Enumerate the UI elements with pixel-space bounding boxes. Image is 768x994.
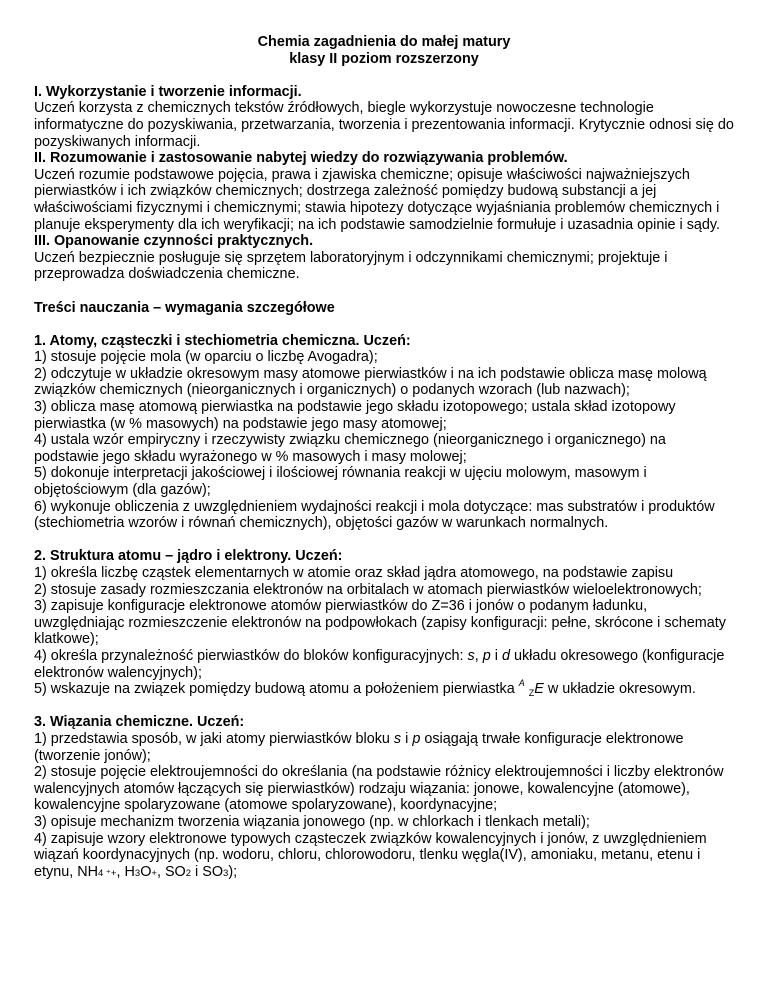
document-page (34, 34, 734, 882)
list-item: 5) dokonuje interpretacji jakościowej i ilościowej równania reakcji w ujęciu molowym, masowym i objętościowym (dla gazów); (34, 465, 647, 499)
goal-1-text: Uczeń korzysta z chemicznych tekstów źródłowych, biegle wykorzystuje nowoczesne technologie informatyczne do pozyskiwania, przetwarzania, tworzenia i prezentowania informacji. Krytycznie odnosi się do pozyskiwanych informacji. (34, 100, 734, 150)
section-1-heading: 1. Atomy, cząsteczki i stechiometria chemiczna. Uczeń: (34, 332, 411, 349)
list-item: 4) zapisuje wzory elektronowe typowych cząsteczek związków kowalencyjnych i jonów, z uwzględnieniem wiązań koordynacyjnych (np. wodoru, chloru, chlorowodoru, tlenku węgla(IV), amoniaku, metanu, etenu i etynu, NH4 ⁺+, H3O+, SO2 i SO3); (34, 830, 707, 880)
list-item: 2) stosuje zasady rozmieszczania elektronów na orbitalach w atomach pierwiastków wieloelektronowych; (34, 581, 702, 598)
section-2-heading: 2. Struktura atomu – jądro i elektrony. Uczeń: (34, 548, 343, 565)
content-heading: Treści nauczania – wymagania szczegółowe (34, 299, 335, 316)
list-item: 1) przedstawia sposób, w jaki atomy pierwiastków bloku s i p osiągają trwałe konfiguracje elektronowe (tworzenie jonów); (34, 730, 684, 764)
list-item: 5) wskazuje na związek pomiędzy budową atomu a położeniem pierwiastka $^A$ $_Z$E w układzie okresowym. (34, 678, 696, 699)
document-title: Chemia zagadnienia do małej matury (257, 34, 511, 50)
list-item: 3) oblicza masę atomową pierwiastka na podstawie jego składu izotopowego; ustala skład izotopowy pierwiastka (w % masowych) na podstawie jego masy atomowej; (34, 399, 676, 432)
list-item: 3) zapisuje konfiguracje elektronowe atomów pierwiastków do Z=36 i jonów o podanym ładunku, uwzględniając rozmieszczenie elektronów na podpowłokach (zapisy konfiguracji: pełne, skrócone i schematy klatkowe); (34, 598, 726, 648)
list-item: 4) ustala wzór empiryczny i rzeczywisty związku chemicznego (nieorganicznego i organicznego) na podstawie jego składu wyrażonego w % masowych i masy molowej; (34, 432, 666, 465)
goal-3-text: Uczeń bezpiecznie posługuje się sprzętem laboratoryjnym i odczynnikami chemicznymi; projektuje i przeprowadza doświadczenia chemiczne. (34, 249, 668, 283)
section-3-heading: 3. Wiązania chemiczne. Uczeń: (34, 714, 245, 731)
isotope-notation: $^A$ $_Z$E (518, 678, 544, 699)
goal-1-heading: I. Wykorzystanie i tworzenie informacji. (34, 83, 302, 100)
goal-2-heading: II. Rozumowanie i zastosowanie nabytej wiedzy do rozwiązywania problemów. (34, 150, 568, 167)
list-item: 2) stosuje pojęcie elektroujemności do określania (na podstawie różnicy elektroujemności i liczby elektronów walencyjnych atomów łączących się pierwiastków) rodzaju wiązania: jonowe, kowalencyjne (atomowe), kowalencyjne spolaryzowane (atomowe spolaryzowane), koordynacyjne; (34, 764, 724, 814)
document-subtitle: klasy II poziom rozszerzony (289, 50, 479, 67)
list-item: 3) opisuje mechanizm tworzenia wiązania jonowego (np. w chlorkach i tlenkach metali); (34, 813, 590, 830)
list-item: 1) stosuje pojęcie mola (w oparciu o liczbę Avogadra); (34, 349, 378, 366)
goal-3-heading: III. Opanowanie czynności praktycznych. (34, 233, 314, 250)
list-item: 2) odczytuje w układzie okresowym masy atomowe pierwiastków i na ich podstawie oblicza masę molową związków chemicznych (nieorganicznych i organicznych) o podanych wzorach (lub nazwach); (34, 365, 707, 399)
list-item: 4) określa przynależność pierwiastków do bloków konfiguracyjnych: s, p i d układu okresowego (konfiguracje elektronów walencyjnych); (34, 647, 725, 681)
list-item: 1) określa liczbę cząstek elementarnych w atomie oraz skład jądra atomowego, na podstawie zapisu (34, 565, 674, 581)
goal-2-text: Uczeń rozumie podstawowe pojęcia, prawa i zjawiska chemiczne; opisuje właściwości najważniejszych pierwiastków i ich związków chemicznych; dostrzega zależność pomiędzy budową substancji a jej właściwościami fizycznymi i chemicznymi; stawia hipotezy dotyczące wyjaśniania problemów chemicznych i planuje eksperymenty dla ich weryfikacji; na ich podstawie samodzielnie formułuje i uzasadnia opinie i sądy. (34, 166, 721, 233)
list-item: 6) wykonuje obliczenia z uwzględnieniem wydajności reakcji i mola dotyczące: mas substratów i produktów (stechiometria wzorów i równań chemicznych), objętości gazów w warunkach normalnych. (34, 498, 715, 532)
